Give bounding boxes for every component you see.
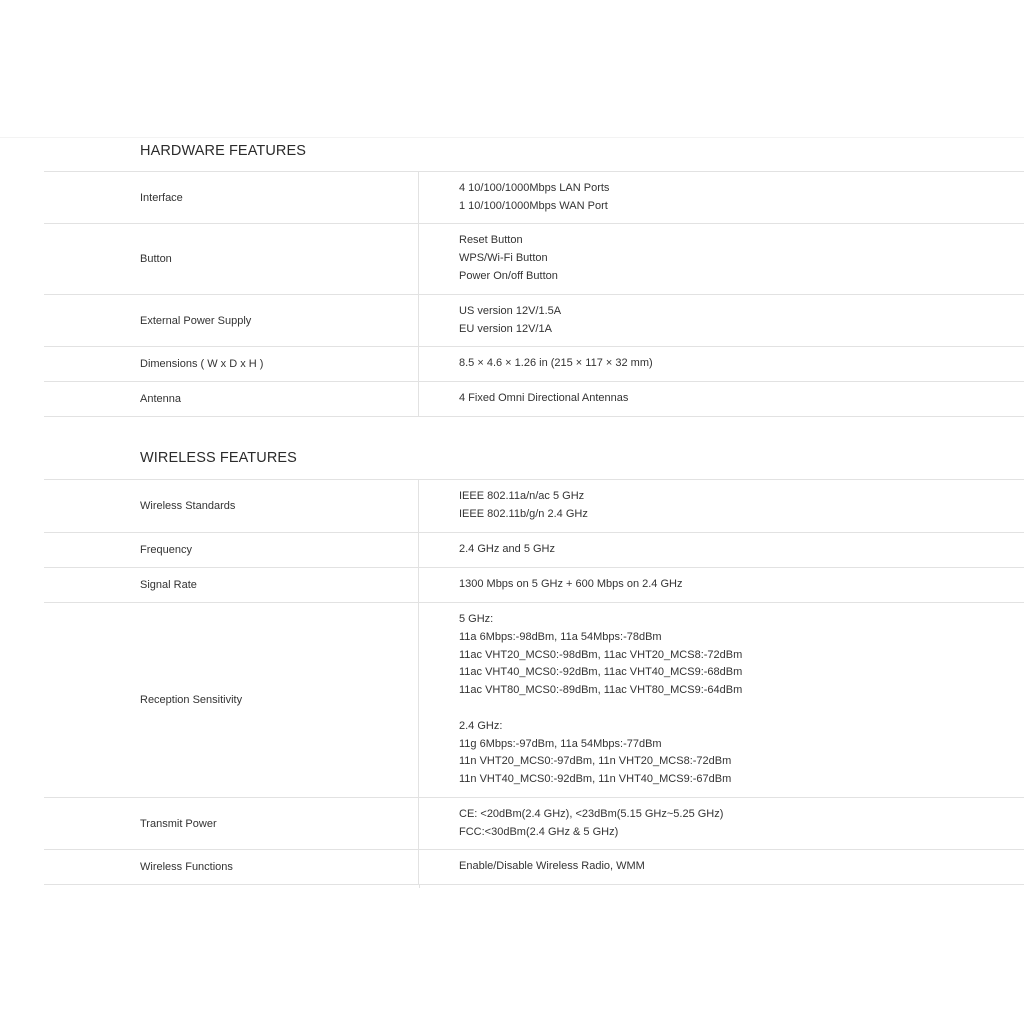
- spec-value-line: 1 10/100/1000Mbps WAN Port: [459, 199, 608, 212]
- table-row: [44, 568, 1024, 603]
- spec-value-line: 11n VHT40_MCS0:-92dBm, 11n VHT40_MCS9:-67dBm: [459, 773, 732, 786]
- table-row: [44, 480, 1024, 533]
- spec-label: Wireless Functions: [44, 850, 419, 884]
- top-divider: [0, 137, 1024, 138]
- spec-value-line: 11g 6Mbps:-97dBm, 11a 54Mbps:-77dBm: [459, 737, 662, 750]
- spec-value-line: WPS/Wi-Fi Button: [459, 252, 548, 265]
- spec-value-line: 4 10/100/1000Mbps LAN Ports: [459, 181, 610, 194]
- table-row: [44, 347, 1024, 382]
- spec-label: Wireless Standards: [44, 480, 419, 532]
- spec-value: [419, 798, 1024, 849]
- spec-value-line: 2.4 GHz:: [459, 719, 503, 732]
- table-row: [44, 295, 1024, 347]
- spec-label: Reception Sensitivity: [44, 603, 419, 797]
- spec-value: [419, 533, 1024, 567]
- spec-value: [419, 480, 1024, 532]
- spec-value-line: 1300 Mbps on 5 GHz + 600 Mbps on 2.4 GHz: [459, 578, 683, 591]
- spec-value-line: IEEE 802.11a/n/ac 5 GHz: [459, 490, 585, 503]
- table-row: [44, 224, 1024, 295]
- section-title: WIRELESS FEATURES: [140, 450, 297, 466]
- spec-label: Transmit Power: [44, 798, 419, 849]
- spec-value-line: 8.5 × 4.6 × 1.26 in (215 × 117 × 32 mm): [459, 357, 653, 370]
- spec-value: [419, 347, 1024, 381]
- table-row: [44, 172, 1024, 224]
- spec-value: [419, 172, 1024, 223]
- spec-table: [44, 479, 1024, 885]
- spec-value-line: 11a 6Mbps:-98dBm, 11a 54Mbps:-78dBm: [459, 630, 662, 643]
- spec-value-line: FCC:<30dBm(2.4 GHz & 5 GHz): [459, 825, 619, 838]
- spec-value-line: Reset Button: [459, 234, 523, 247]
- spec-value-line: 11ac VHT40_MCS0:-92dBm, 11ac VHT40_MCS9:-68dBm: [459, 666, 743, 679]
- spec-value-line: 11ac VHT20_MCS0:-98dBm, 11ac VHT20_MCS8:-72dBm: [459, 648, 743, 661]
- spec-value: [419, 382, 1024, 416]
- spec-label: Dimensions ( W x D x H ): [44, 347, 419, 381]
- table-row: [44, 603, 1024, 798]
- spec-label: Signal Rate: [44, 568, 419, 602]
- table-row: [44, 382, 1024, 417]
- spec-value: [419, 568, 1024, 602]
- spec-value-line: Power On/off Button: [459, 269, 558, 282]
- spec-value: [419, 603, 1024, 797]
- spec-label: Frequency: [44, 533, 419, 567]
- spec-value-line: EU version 12V/1A: [459, 322, 552, 335]
- table-row: [44, 850, 1024, 885]
- spec-value: [419, 850, 1024, 884]
- spec-label: Antenna: [44, 382, 419, 416]
- spec-value-line: [459, 700, 1024, 718]
- spec-value-line: US version 12V/1.5A: [459, 304, 562, 317]
- spec-label: External Power Supply: [44, 295, 419, 346]
- spec-value-line: 5 GHz:: [459, 613, 494, 626]
- spec-value-line: 2.4 GHz and 5 GHz: [459, 543, 555, 556]
- spec-value-line: Enable/Disable Wireless Radio, WMM: [459, 860, 645, 873]
- spec-table: [44, 171, 1024, 417]
- spec-value-line: 4 Fixed Omni Directional Antennas: [459, 392, 629, 405]
- spec-value-line: CE: <20dBm(2.4 GHz), <23dBm(5.15 GHz~5.25 GHz): [459, 807, 724, 820]
- table-row: [44, 798, 1024, 850]
- spec-value: [419, 295, 1024, 346]
- spec-label: Button: [44, 224, 419, 294]
- spec-value-line: 11ac VHT80_MCS0:-89dBm, 11ac VHT80_MCS9:-64dBm: [459, 684, 743, 697]
- section-title: HARDWARE FEATURES: [140, 143, 307, 159]
- spec-value-line: 11n VHT20_MCS0:-97dBm, 11n VHT20_MCS8:-72dBm: [459, 755, 732, 768]
- spec-label: Interface: [44, 172, 419, 223]
- column-divider-tail: [419, 884, 420, 888]
- spec-value: [419, 224, 1024, 294]
- table-row: [44, 533, 1024, 568]
- spec-value-line: IEEE 802.11b/g/n 2.4 GHz: [459, 508, 588, 520]
